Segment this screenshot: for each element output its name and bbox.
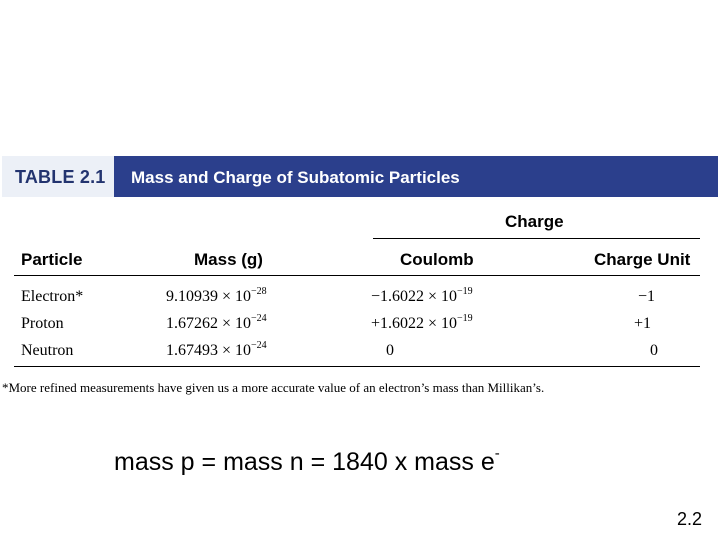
table-tag: TABLE 2.1 — [15, 167, 106, 187]
charge-group-rule — [373, 238, 700, 239]
table-title-banner — [2, 156, 718, 197]
row-electron-coulomb: $-1.6022 \times 10^{-19}$ — [371, 286, 473, 305]
table-bottom-rule — [14, 366, 700, 367]
charge-group-header: Charge — [505, 212, 564, 231]
row-neutron-mass: $1.67493 \times 10^{-24}$ — [166, 340, 267, 359]
row-proton-mass: $1.67262 \times 10^{-24}$ — [166, 313, 267, 332]
row-proton-particle: Proton — [21, 315, 64, 332]
equation-text: mass p = mass n = 1840 x mass e — [114, 448, 495, 476]
row-neutron-particle: Neutron — [21, 342, 74, 359]
row-electron-mass: $9.10939 \times 10^{-28}$ — [166, 286, 267, 305]
mass-equation — [114, 445, 500, 477]
row-electron-particle: Electron* — [21, 288, 84, 305]
column-header-particle: Particle — [21, 250, 83, 269]
slide-number: 2.2 — [677, 509, 703, 529]
column-header-coulomb: Coulomb — [400, 250, 474, 269]
row-electron-charge-unit: −1 — [638, 288, 656, 305]
row-neutron-coulomb: 0 — [386, 342, 394, 359]
column-header-charge-unit: Charge Unit — [594, 250, 691, 269]
row-neutron-charge-unit: 0 — [650, 342, 658, 359]
column-header-mass: Mass (g) — [194, 250, 263, 269]
table-title: Mass and Charge of Subatomic Particles — [131, 168, 460, 187]
header-rule — [14, 275, 700, 276]
row-proton-coulomb: $+1.6022 \times 10^{-19}$ — [371, 313, 473, 332]
row-proton-charge-unit: +1 — [634, 315, 652, 332]
table-footnote: *More refined measurements have given us a more accurate value of an electron’s mass than Millikan’s. — [2, 380, 545, 395]
equation-superscript: - — [494, 445, 500, 462]
table-tag-box — [2, 156, 114, 197]
